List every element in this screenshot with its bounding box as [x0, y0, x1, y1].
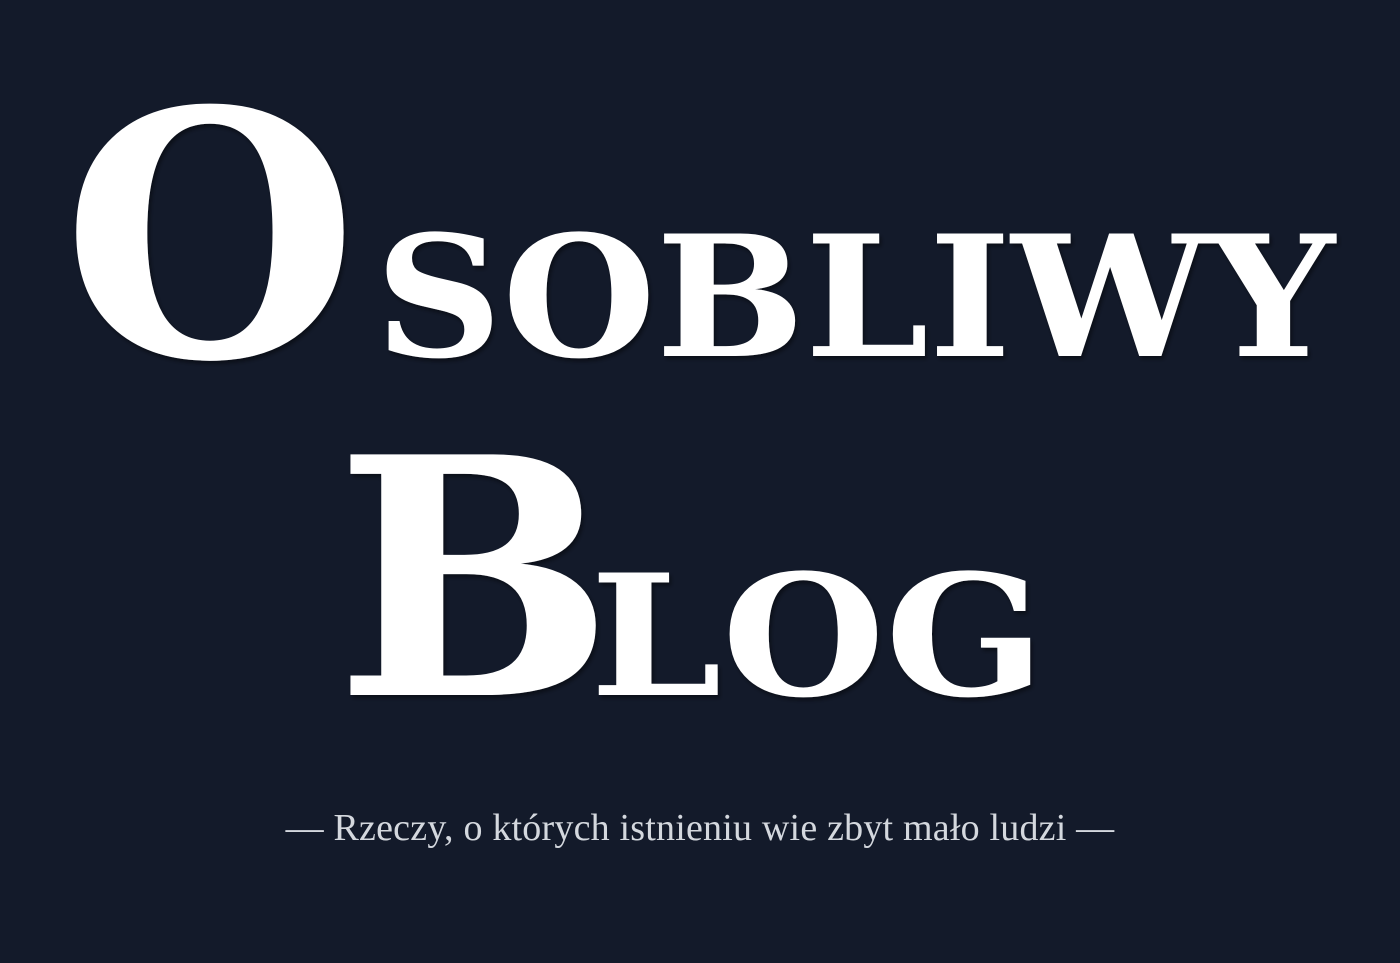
logo-initial-o: O	[62, 38, 359, 437]
logo-word-log: log	[590, 537, 1045, 735]
logo-word-sobliwy: sobliwy	[375, 198, 1338, 396]
logo-initial-b: B	[335, 385, 614, 773]
tagline: — Rzeczy, o których istnieniu wie zbyt mało ludzi —	[285, 807, 1115, 849]
